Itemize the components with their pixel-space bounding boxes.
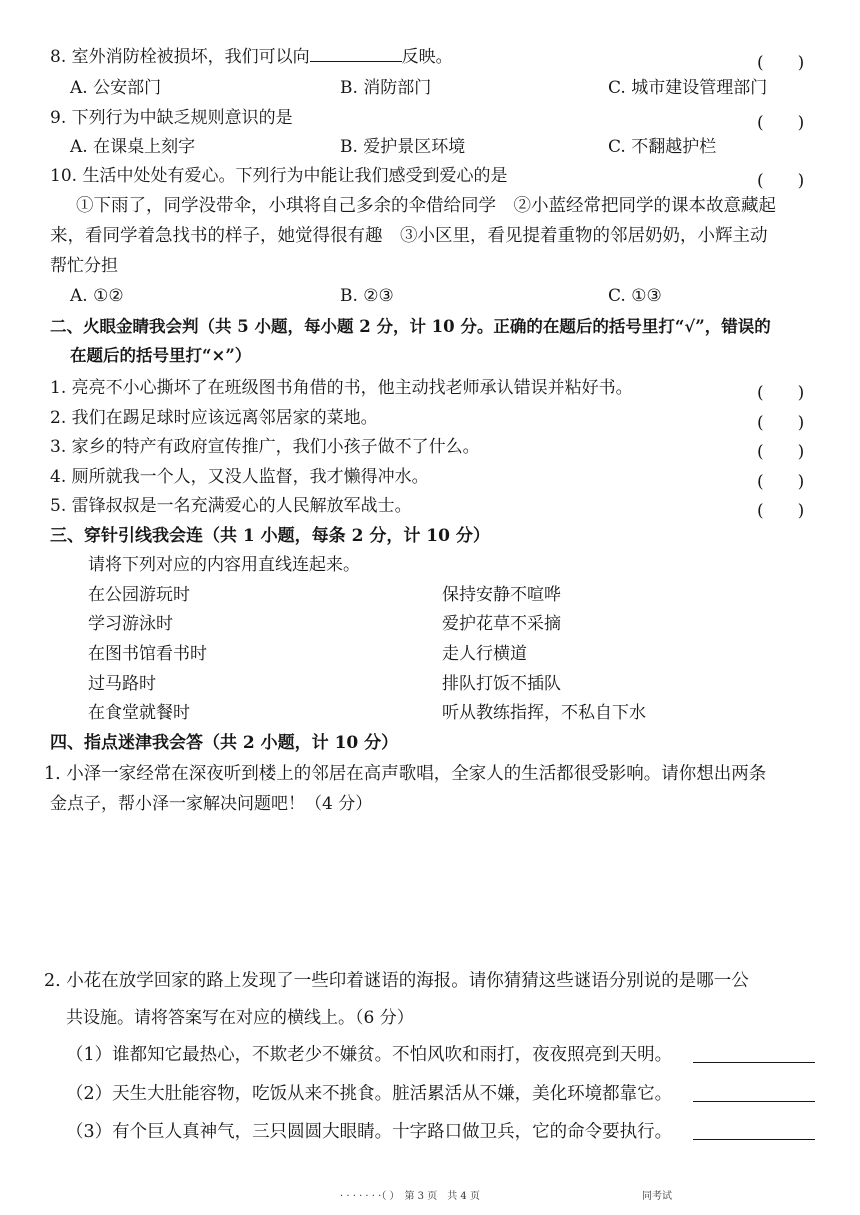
judge-item: 1. 亮亮不小心撕坏了在班级图书角借的书，他主动找老师承认错误并粘好书。 [50, 378, 633, 398]
match-left-item[interactable]: 过马路时 [88, 674, 156, 694]
question-1-line: 金点子，帮小泽一家解决问题吧！（4 分） [50, 794, 373, 814]
match-left-item[interactable]: 在公园游玩时 [88, 585, 190, 605]
option-b: B. 爱护景区环境 [340, 137, 466, 157]
question-2-line: 2. 小花在放学回家的路上发现了一些印着谜语的海报。请你猜猜这些谜语分别说的是哪一公 [44, 971, 749, 991]
answer-paren[interactable]: ( ) [757, 501, 805, 521]
match-left-item[interactable]: 在图书馆看书时 [88, 644, 207, 664]
match-right-item[interactable]: 排队打饭不插队 [442, 674, 561, 694]
match-right-item[interactable]: 听从教练指挥，不私自下水 [442, 703, 646, 723]
question-10-body-line: ①下雨了，同学没带伞，小琪将自己多余的伞借给同学 ②小蓝经常把同学的课本故意藏起 [76, 196, 776, 216]
option-b: B. ②③ [340, 286, 394, 306]
footer-logo: 同考试 [642, 1191, 672, 1202]
question-8-stem-start: 8. 室外消防栓被损坏，我们可以向 [50, 47, 310, 67]
match-left-item[interactable]: 在食堂就餐时 [88, 703, 190, 723]
option-a: A. 在课桌上刻字 [70, 137, 196, 157]
section-2-heading-cont: 在题后的括号里打“×”） [70, 346, 252, 365]
answer-paren[interactable]: ( ) [757, 383, 805, 403]
judge-item: 4. 厕所就我一个人，又没人监督，我才懒得冲水。 [50, 467, 429, 487]
question-10-body-line: 帮忙分担 [50, 256, 118, 276]
option-c: C. 不翻越护栏 [608, 137, 717, 157]
option-b: B. 消防部门 [340, 78, 432, 98]
option-a: A. 公安部门 [70, 78, 162, 98]
option-a: A. ①② [70, 286, 124, 306]
judge-item: 5. 雷锋叔叔是一名充满爱心的人民解放军战士。 [50, 496, 412, 516]
riddle-1: （1）谁都知它最热心，不欺老少不嫌贫。不怕风吹和雨打，夜夜照亮到天明。 [66, 1045, 673, 1065]
question-8-stem-end: 反映。 [401, 47, 453, 67]
match-right-item[interactable]: 爱护花草不采摘 [442, 614, 561, 634]
answer-paren[interactable]: ( ) [757, 442, 805, 462]
answer-paren[interactable]: ( ) [757, 413, 805, 433]
question-10-stem: 10. 生活中处处有爱心。下列行为中能让我们感受到爱心的是 [50, 166, 508, 186]
match-right-item[interactable]: 走人行横道 [442, 644, 527, 664]
section-3-instruction: 请将下列对应的内容用直线连起来。 [88, 555, 360, 575]
option-c: C. 城市建设管理部门 [608, 78, 768, 98]
question-2-line: 共设施。请将答案写在对应的横线上。（6 分） [66, 1008, 414, 1028]
question-8 [50, 47, 453, 68]
match-left-item[interactable]: 学习游泳时 [88, 614, 173, 634]
question-1-line: 1. 小泽一家经常在深夜听到楼上的邻居在高声歌唱，全家人的生活都很受影响。请你想出两条 [44, 764, 767, 784]
judge-item: 2. 我们在踢足球时应该远离邻居家的菜地。 [50, 408, 378, 428]
answer-paren[interactable]: ( ) [757, 53, 805, 73]
section-2-heading: 二、火眼金睛我会判（共 5 小题，每小题 2 分，计 10 分。正确的在题后的括号里打“√”，错误的 [50, 317, 771, 336]
section-4-heading: 四、指点迷津我会答（共 2 小题，计 10 分） [50, 733, 399, 753]
section-3-heading: 三、穿针引线我会连（共 1 小题，每条 2 分，计 10 分） [50, 526, 490, 546]
question-9-stem: 9. 下列行为中缺乏规则意识的是 [50, 108, 293, 128]
judge-item: 3. 家乡的特产有政府宣传推广，我们小孩子做不了什么。 [50, 437, 480, 457]
answer-paren[interactable]: ( ) [757, 472, 805, 492]
match-right-item[interactable]: 保持安静不喧哗 [442, 585, 561, 605]
answer-blank[interactable] [693, 1087, 815, 1102]
answer-paren[interactable]: ( ) [757, 171, 805, 191]
answer-blank[interactable] [693, 1048, 815, 1063]
riddle-3: （3）有个巨人真神气，三只圆圆大眼睛。十字路口做卫兵，它的命令要执行。 [66, 1122, 673, 1142]
answer-blank[interactable] [693, 1125, 815, 1140]
page-footer: · · · · · · ·（ ） 第 3 页 共 4 页 [340, 1191, 480, 1202]
option-c: C. ①③ [608, 286, 662, 306]
answer-blank[interactable] [310, 47, 402, 62]
riddle-2: （2）天生大肚能容物，吃饭从来不挑食。脏活累活从不嫌，美化环境都靠它。 [66, 1084, 673, 1104]
question-10-body-line: 来，看同学着急找书的样子，她觉得很有趣 ③小区里，看见提着重物的邻居奶奶，小辉主动 [50, 226, 768, 246]
answer-paren[interactable]: ( ) [757, 113, 805, 133]
